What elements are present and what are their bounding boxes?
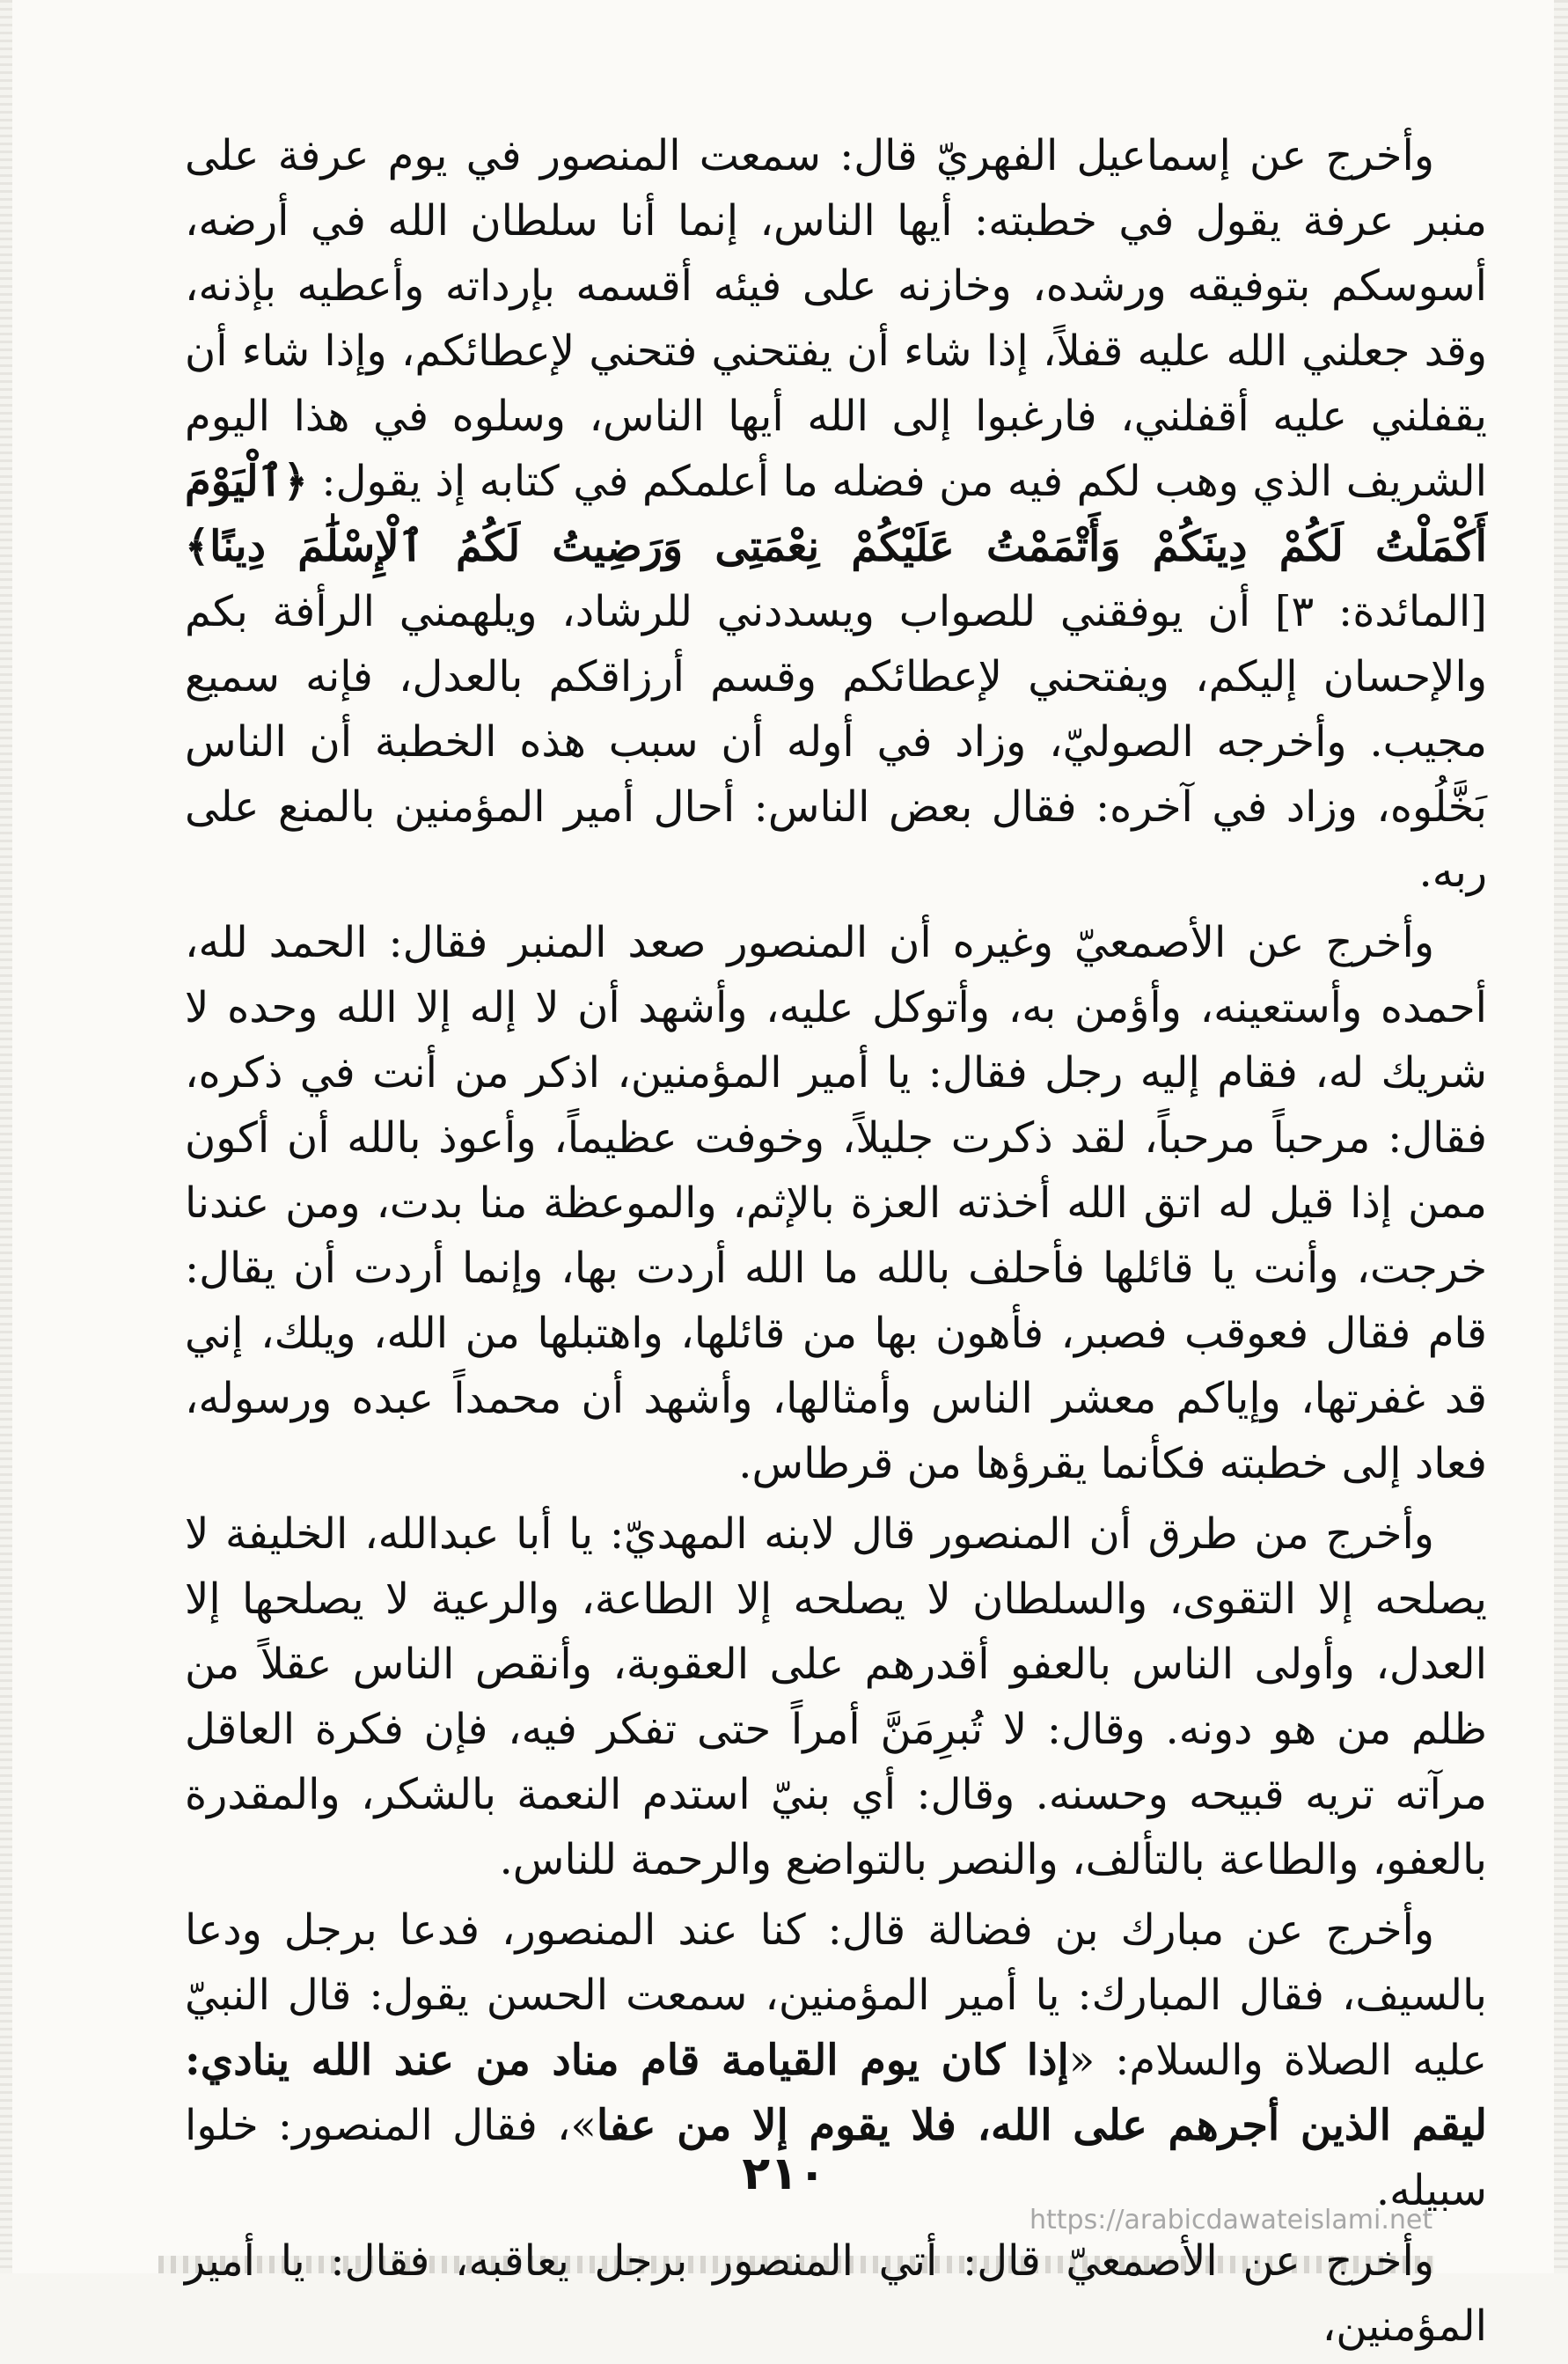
- page-number: ٢١٠: [742, 2147, 826, 2200]
- text-run: وأخرج عن الأصمعيّ وغيره أن المنصور صعد المنبر فقال: الحمد لله، أحمده وأستعينه، وأؤمن به، وأتوكل عليه، وأشهد أن لا إله إلا الله وحده لا شريك له، فقام إليه رجل فقال: يا أمير المؤمنين، اذكر من أنت في ذكره، فقال: مرحباً مرحباً، لقد ذكرت جليلاً، وخوفت عظيماً، وأعوذ بالله أن أكون ممن إذا قيل له اتق الله أخذته العزة بالإثم، والموعظة منا بدت، ومن عندنا خرجت، وأنت يا قائلها فأحلف بالله ما الله أردت بها، وإنما أردت أن يقال: قام فقال فعوقب فصبر، فأهون بها من قائلها، واهتبلها من الله، ويلك، إني قد غفرتها، وإياكم معشر الناس وأمثالها، وأشهد أن محمداً عبده ورسوله، فعاد إلى خطبته فكأنما يقرؤها من قرطاس.: [185, 918, 1487, 1488]
- paragraph-2: [185, 910, 1487, 1496]
- text-run: وأخرج عن مبارك بن فضالة قال: كنا عند المنصور، فدعا برجل ودعا بالسيف، فقال المبارك: يا أمير المؤمنين، سمعت الحسن يقول: قال النبيّ عليه الصلاة والسلام: «: [185, 1905, 1487, 2085]
- hadith-quote: إذا كان يوم القيامة قام مناد من عند الله ينادي: ليقم الذين أجرهم على الله، فلا يقوم إلا من عفا: [185, 2036, 1487, 2150]
- quran-verse: ﴿ٱلْيَوْمَ أَكْمَلْتُ لَكُمْ دِينَكُمْ وَأَتْمَمْتُ عَلَيْكُمْ نِعْمَتِى وَرَضِيتُ لَكُمُ ٱلْإِسْلَٰمَ دِينًا﴾: [185, 457, 1487, 571]
- watermark-url: https://arabicdawateislami.net: [1029, 2205, 1433, 2236]
- scan-edge-left: [0, 0, 12, 2273]
- paragraph-3: [185, 1501, 1487, 1892]
- text-run: وأخرج عن إسماعيل الفهريّ قال: سمعت المنصور في يوم عرفة على منبر عرفة يقول في خطبته: أيها الناس، إنما أنا سلطان الله في أرضه، أسوسكم بتوفيقه ورشده، وخازنه على فيئه أقسمه بإرداته وأعطيه بإذنه، وقد جعلني الله عليه قفلاً، إذا شاء أن يفتحني فتحني لإعطائكم، وإذا شاء أن يقفلني عليه أقفلني، فارغبوا إلى الله أيها الناس، وسلوه في هذا اليوم الشريف الذي وهب لكم فيه من فضله ما أعلمكم في كتابه إذ يقول:: [185, 131, 1487, 506]
- scan-edge-right: [1554, 0, 1568, 2273]
- text-run: وأخرج عن الأصمعيّ قال: أتي المنصور برجل يعاقبه، فقال: يا أمير المؤمنين،: [185, 2236, 1487, 2351]
- text-run: وأخرج من طرق أن المنصور قال لابنه المهديّ: يا أبا عبدالله، الخليفة لا يصلحه إلا التقوى، والسلطان لا يصلحه إلا الطاعة، والرعية لا يصلحها إلا العدل، وأولى الناس بالعفو أقدرهم على العقوبة، وأنقص الناس عقلاً من ظلم من هو دونه. وقال: لا تُبرِمَنَّ أمراً حتى تفكر فيه، فإن فكرة العاقل مرآته تريه قبيحه وحسنه. وقال: أي بنيّ استدم النعمة بالشكر، والمقدرة بالعفو، والطاعة بالتألف، والنصر بالتواضع والرحمة للناس.: [185, 1509, 1488, 1884]
- paragraph-5: [185, 2228, 1487, 2359]
- page-body: [185, 123, 1487, 2364]
- text-run: »، فقال المنصور: خلوا سبيله.: [185, 2101, 1487, 2215]
- paragraph-1: [185, 123, 1487, 905]
- text-run: [المائدة: ٣] أن يوفقني للصواب ويسددني للرشاد، ويلهمني الرأفة بكم والإحسان إليكم، ويفتحني لإعطائكم وقسم أرزاقكم بالعدل، فإنه سميع مجيب. وأخرجه الصوليّ، وزاد في أوله أن سبب هذه الخطبة أن الناس بَخَّلُوه، وزاد في آخره: فقال بعض الناس: أحال أمير المؤمنين بالمنع على ربه.: [185, 587, 1488, 897]
